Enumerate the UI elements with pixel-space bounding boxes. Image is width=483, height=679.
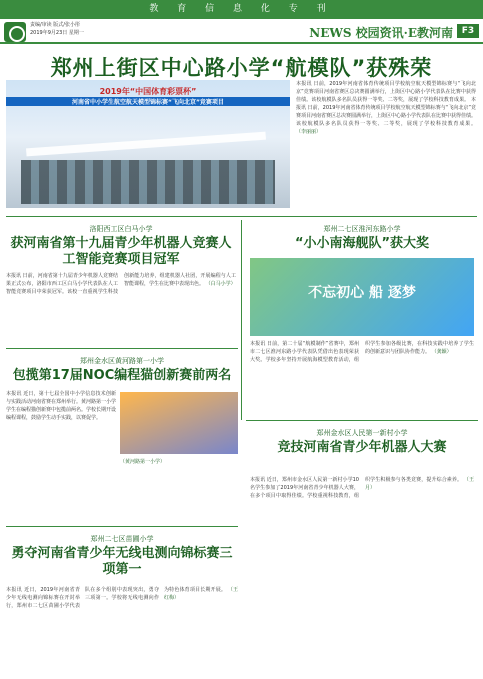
article6-subtitle: 郑州二七区苗圃小学 xyxy=(90,535,154,543)
page-header xyxy=(0,19,483,44)
divider-main xyxy=(6,216,477,217)
article3-title: “小小南海舰队”获大奖 xyxy=(294,236,430,251)
main-article-credit: （李丽丽） xyxy=(296,129,322,135)
crowd-shape xyxy=(21,160,275,204)
article2-title: 获河南省第十九届青少年机器人竞赛人工智能竞赛项目冠军 xyxy=(10,236,232,267)
article3-credit: （龚颖） xyxy=(431,349,452,355)
article6-body: 本报讯 近日，2019年河南省青少年无线电测向锦标赛在开封举行，郑州市二七区苗圃小学代表队在多个组别中表现突出，勇夺三项第一。学校将无线电测向作为特色体育项目长期开展。 xyxy=(6,587,227,609)
article6-title: 勇夺河南省青少年无线电测向锦标赛三项第一 xyxy=(11,546,233,577)
article2-body: 本报讯 日前，河南省第十九届青少年机器人竞赛结果正式公布，洛阳市西工区白马小学代表队在人工智能竞赛项目中荣获冠军。该校一直重视学生科技创新能力培养，组建机器人社团，开展编程与人工智能课程，学生在比赛中表现出色。 xyxy=(6,273,236,295)
article3-subtitle: 郑州二七区淮河东路小学 xyxy=(323,225,401,233)
main-article-body-cont: 本报讯 日前，2019年河南省体育传统项目学校航空航天模型锦标赛与“飞向北京”竞赛项目河南省赛区总决赛圆满举行，上街区中心路小学代表队在比赛中获得佳绩。该校航模队多名队员获得一等奖、二等奖，展现了学校科技教育成果。 xyxy=(296,97,476,127)
date-line: 2019年9月23日 星期一 xyxy=(30,30,84,36)
article4-text xyxy=(6,390,116,520)
article3-photo-caption: 不忘初心 船 逐梦 xyxy=(308,285,416,301)
main-article-body: 本报讯 日前，2019年河南省体育传统项目学校航空航天模型锦标赛与“飞向北京”竞赛项目河南省赛区总决赛圆满举行，上街区中心路小学代表队在比赛中获得佳绩。该校航模队多名队员获得一等奖、二等奖，展现了学校科技教育成果。 xyxy=(296,81,476,103)
article5-title: 竞技河南省青少年机器人大赛 xyxy=(277,440,447,455)
article4-subtitle: 郑州金水区黄河路第一小学 xyxy=(80,357,164,365)
main-article-text xyxy=(296,80,476,208)
model-plane-shape xyxy=(26,132,266,157)
article6-text xyxy=(6,586,238,672)
article5-subtitle: 郑州金水区人民第一新村小学 xyxy=(316,429,408,437)
article3-body: 本报讯 日前，第二十届“航模制作”省赛中，郑州市二七区淮河东路小学代表队凭借出色表现荣获大奖。学校多年坚持开展航海模型教育活动，组织学生参加各级比赛，在科技实践中培养了学生的创新意识与团队协作能力。 xyxy=(250,341,474,363)
main-photo xyxy=(6,80,290,208)
article5-text xyxy=(250,476,474,672)
article2-credit: （白马小学） xyxy=(205,281,236,287)
article2-text xyxy=(6,272,236,344)
article4-title: 包揽第17届NOC编程猫创新赛前两名 xyxy=(12,368,232,383)
article4-photo xyxy=(120,392,238,454)
article4-text-cont xyxy=(120,458,238,518)
newspaper-logo-icon xyxy=(4,22,26,42)
divider-a2 xyxy=(6,348,238,349)
editor-line: 责编/审读 版式/张小彤 xyxy=(30,22,80,28)
masthead-slogan-bar xyxy=(0,0,483,19)
photo-banner: 2019年“中国体育彩票杯” xyxy=(99,87,197,96)
divider-a4 xyxy=(6,526,238,527)
page-number-badge: F3 xyxy=(457,24,479,38)
vertical-divider xyxy=(241,220,242,420)
article2-subtitle: 洛阳西工区白马小学 xyxy=(89,225,153,233)
article4-credit: （黄河路第一小学） xyxy=(120,459,166,465)
divider-a3 xyxy=(246,420,478,421)
article4-body: 本报讯 近日，第十七届全国中小学信息技术创新与实践活动河南省赛在郑州举行。黄河路第一小学学生在编程猫创新赛中包揽前两名。学校长期开设编程课程，鼓励学生动手实践，以赛促学。 xyxy=(6,391,116,421)
article3-photo xyxy=(250,258,474,336)
masthead-slogan: 教 育 信 息 化 专 刊 xyxy=(149,4,334,14)
article5-credit: （王月） xyxy=(365,477,474,491)
article3-text xyxy=(250,340,474,416)
section-brand: NEWS 校园资讯·E教河南 xyxy=(309,26,453,40)
photo-banner-2: 河南省中小学生航空航天模型锦标赛“飞向北京”竞赛项目 xyxy=(6,97,290,106)
main-headline: 郑州上街区中心路小学“航模队”获殊荣 xyxy=(50,56,433,80)
article5-body: 本报讯 近日，郑州市金水区人民第一新村小学10名学生参加了2019年河南省青少年机器人大赛，在多个项目中取得佳绩。学校重视科技教育，组织学生积极参与各类竞赛，提升综合素养。 xyxy=(250,477,463,499)
article6-credit: （王红梅） xyxy=(164,587,238,601)
